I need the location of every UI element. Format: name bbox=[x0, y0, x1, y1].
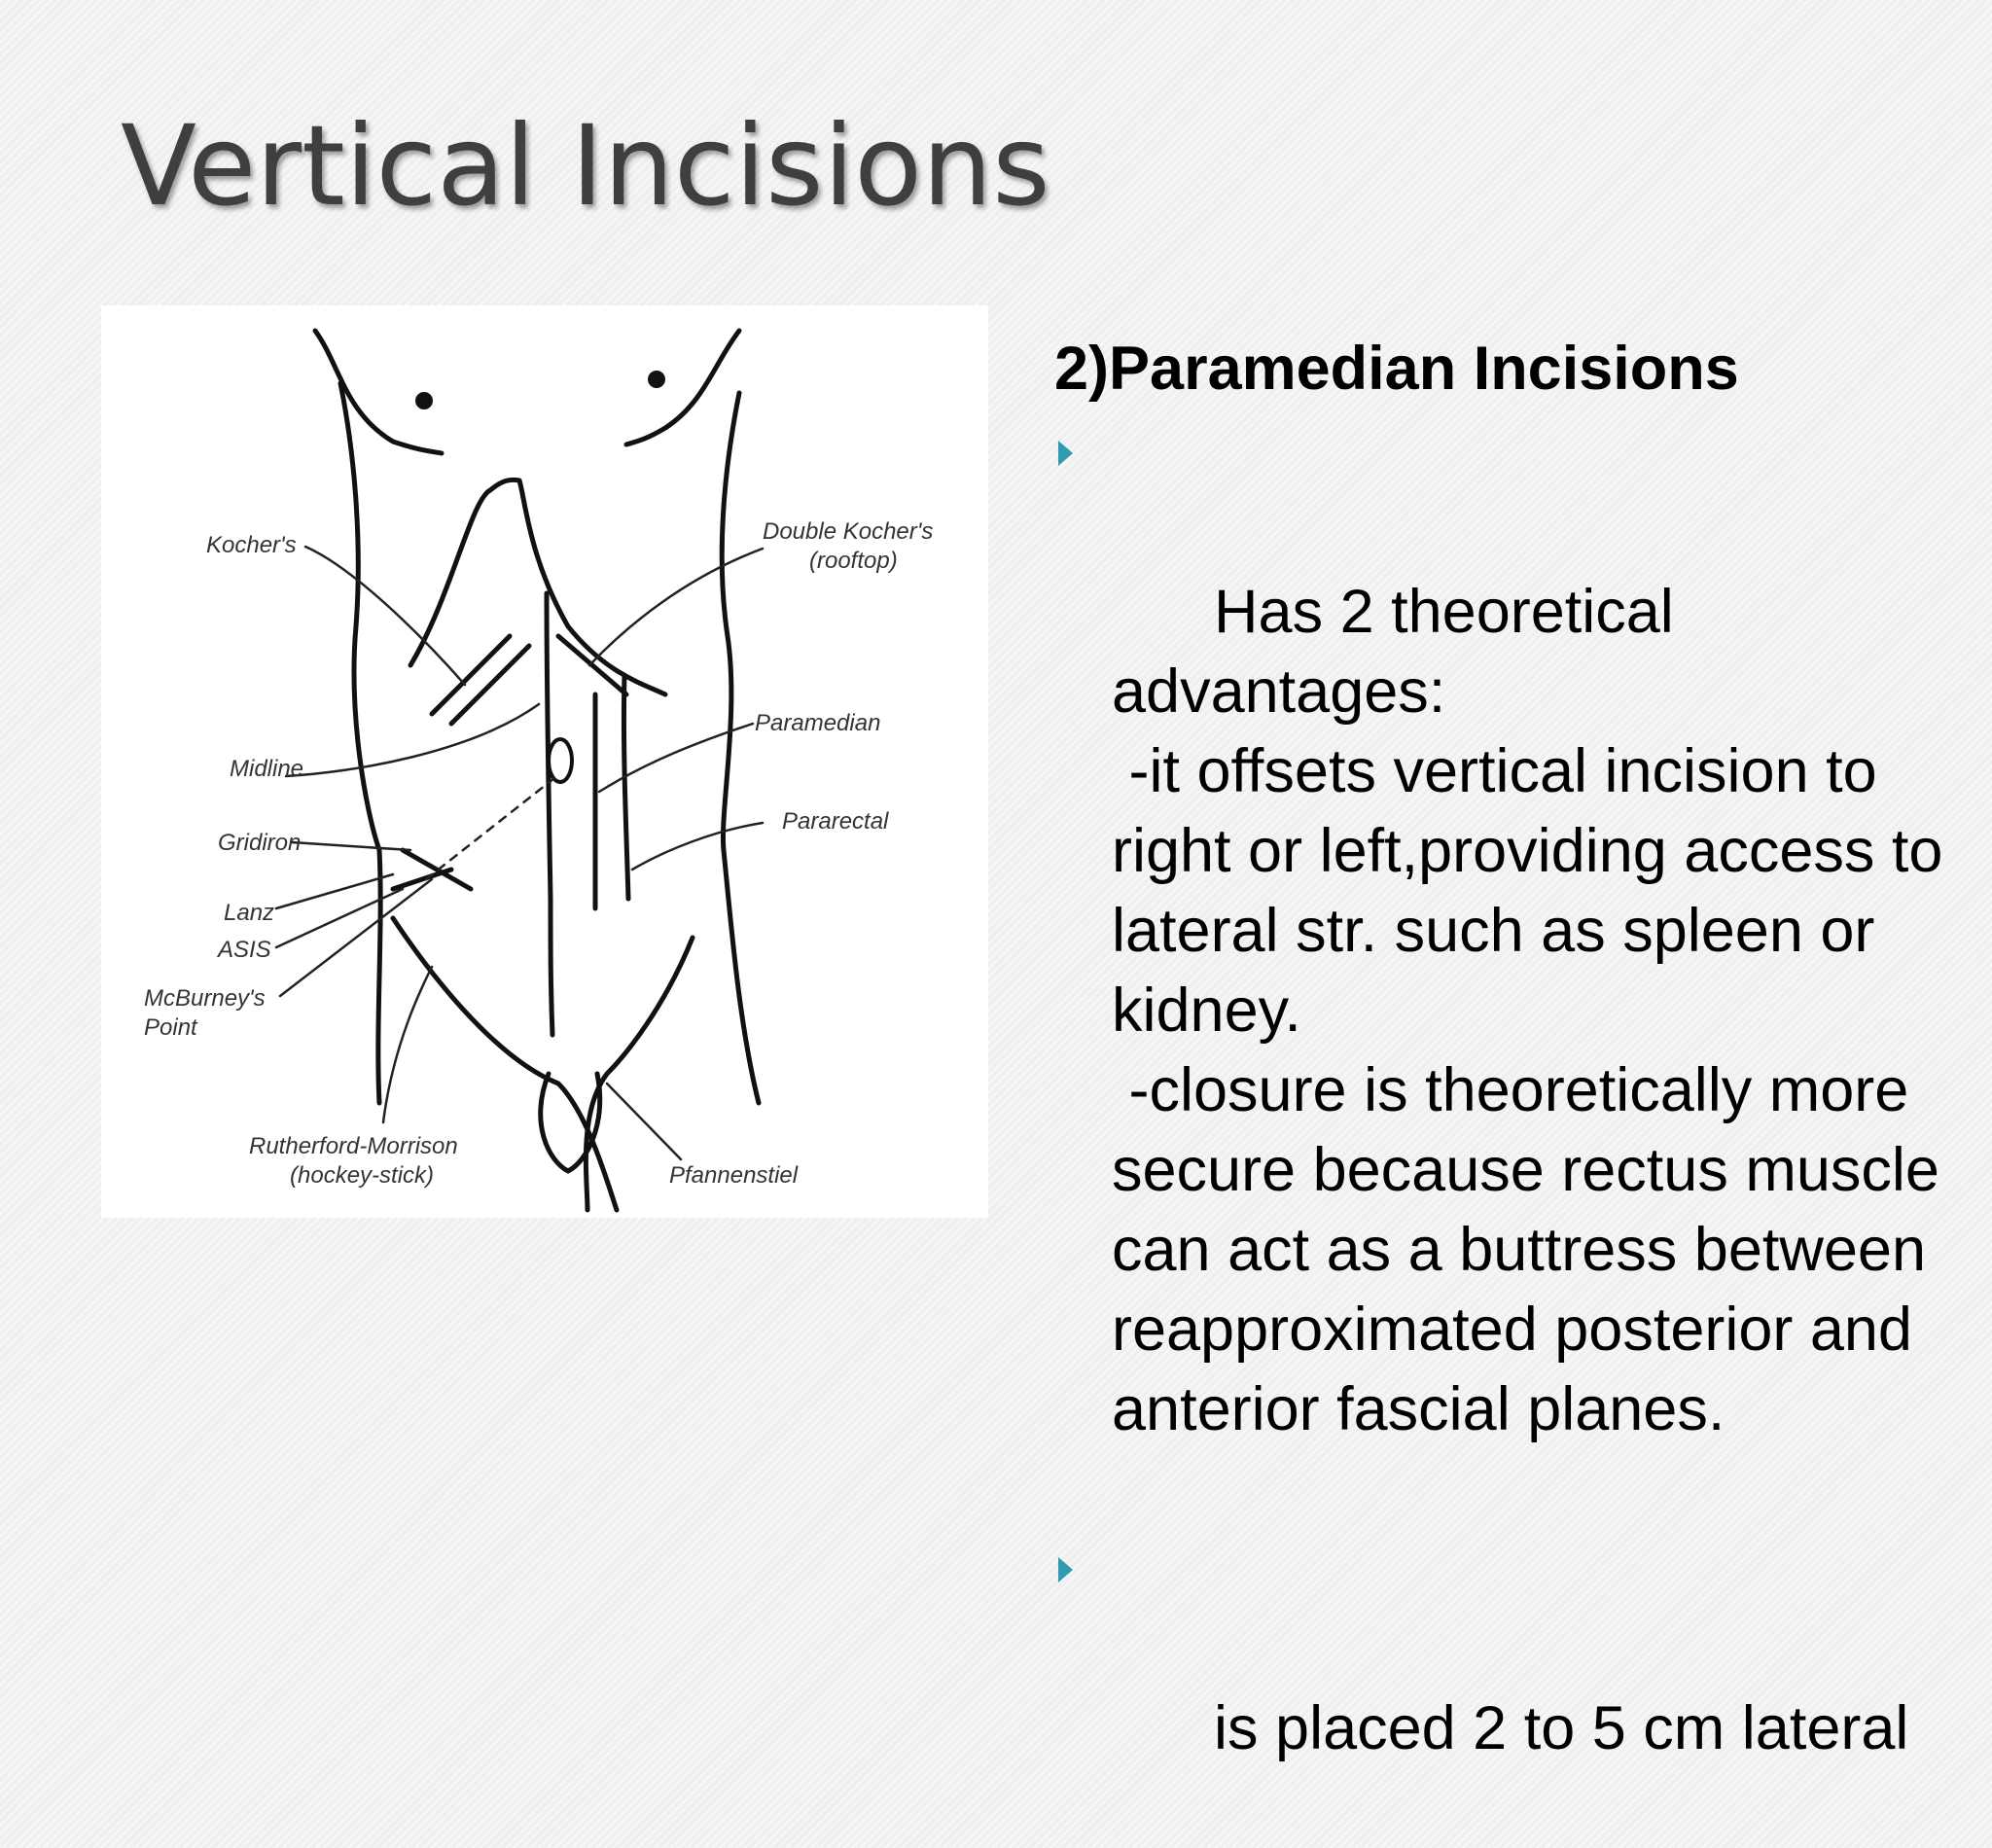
pararectal-pointer bbox=[632, 823, 763, 870]
bullet-item-placement bbox=[1054, 1529, 1969, 1848]
left-nipple bbox=[415, 392, 433, 409]
section-heading: 2)Paramedian Incisions bbox=[1054, 335, 1739, 403]
bullet-list bbox=[1054, 412, 1969, 1848]
double-kocher-incision bbox=[558, 636, 626, 694]
double-kochers-pointer bbox=[589, 549, 763, 665]
bullet-text: is placed 2 to 5 cm lateral bbox=[1214, 1694, 1909, 1762]
label-lanz: Lanz bbox=[224, 900, 275, 926]
label-midline: Midline bbox=[230, 756, 304, 782]
asis-umbilicus-line bbox=[426, 778, 554, 879]
slide-title: Vertical Incisions bbox=[121, 101, 1050, 231]
label-kochers: Kocher's bbox=[206, 532, 297, 558]
label-rooftop: (rooftop) bbox=[809, 548, 898, 574]
right-torso-outline bbox=[722, 393, 759, 1103]
pararectal-incision bbox=[623, 675, 628, 899]
bullet-item-advantages bbox=[1054, 412, 1969, 1529]
bullet-arrow-icon bbox=[1058, 1557, 1073, 1582]
label-rutherford: Rutherford-Morrison bbox=[249, 1133, 458, 1159]
label-gridiron: Gridiron bbox=[218, 830, 302, 856]
right-nipple bbox=[648, 371, 665, 388]
bullet-arrow-icon bbox=[1058, 441, 1073, 466]
gridiron-pointer bbox=[292, 842, 410, 850]
bullet-text: Has 2 theoretical advantages: -it offsets vertical incision to right or left,providing access to lateral str. such as spleen or kidney. -closure is theoretically more secure because rectus muscle can act as a buttress between reapproximated posterior and anterior fascial planes. bbox=[1112, 578, 1943, 1443]
label-mcburneys-point: Point bbox=[144, 1014, 197, 1041]
pfannenstiel-pointer bbox=[607, 1084, 681, 1159]
left-shoulder-outline bbox=[315, 331, 442, 453]
text-panel bbox=[1054, 329, 1969, 1848]
midline-pointer bbox=[286, 704, 539, 776]
right-shoulder-outline bbox=[626, 331, 739, 444]
abdominal-incisions-illustration bbox=[101, 305, 988, 1218]
kochers-pointer bbox=[305, 547, 465, 685]
incision-diagram bbox=[101, 305, 988, 1218]
left-torso-outline bbox=[340, 383, 380, 1103]
label-hockey-stick: (hockey-stick) bbox=[290, 1162, 435, 1189]
lanz-pointer bbox=[276, 874, 393, 908]
midline-incision bbox=[547, 593, 552, 1035]
label-double-kochers: Double Kocher's bbox=[763, 518, 934, 545]
label-pfannenstiel: Pfannenstiel bbox=[669, 1162, 799, 1189]
costal-margin bbox=[410, 480, 665, 694]
label-pararectal: Pararectal bbox=[782, 808, 889, 835]
label-asis: ASIS bbox=[218, 937, 271, 963]
label-mcburneys: McBurney's bbox=[144, 985, 266, 1012]
umbilicus bbox=[549, 739, 572, 782]
asis-pointer bbox=[276, 889, 403, 947]
rutherford-pointer bbox=[383, 967, 432, 1122]
label-paramedian: Paramedian bbox=[755, 710, 881, 736]
